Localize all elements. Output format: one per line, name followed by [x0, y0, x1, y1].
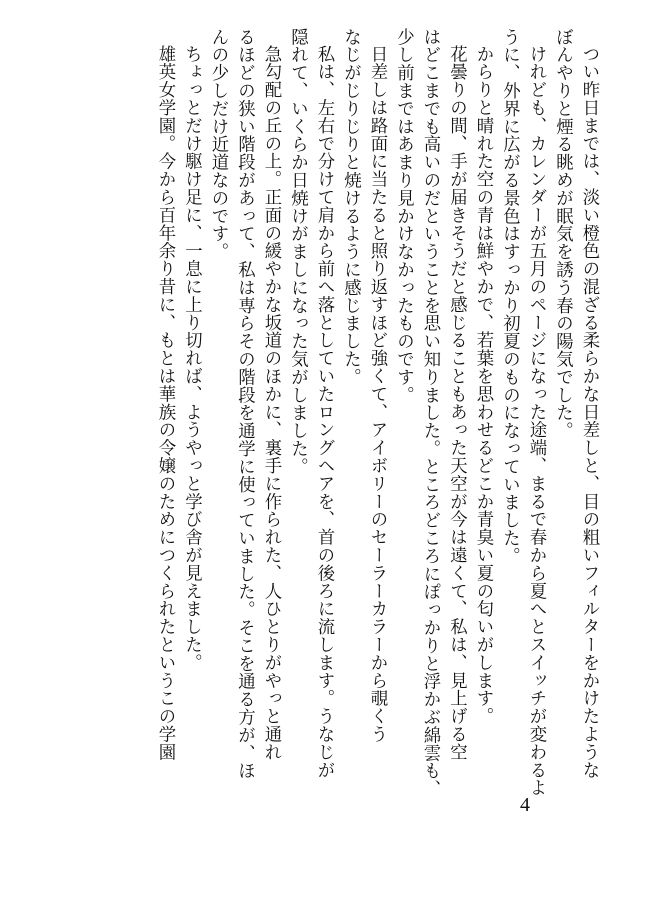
text-line-10: なじがじりじりと焼けるように感じました。	[340, 28, 361, 386]
text-line-9: 日差しは路面に当たると照り返すほど強くて、アイボリーのセーラーカラーから覗くう	[367, 45, 387, 744]
text-line-5: からりと晴れた空の青は鮮やかで、若葉を思わせるどこか青臭い夏の匂いがします。	[473, 45, 493, 726]
text-line-6: 花曇りの間、手が届きそうだと感じることもあった天空が今は遠くて、私は、見上げる空	[446, 45, 467, 762]
text-line-12: 隠れて、いくらか日焼けがましになった気がしました。	[287, 28, 308, 476]
text-line-16: ちょっとだけ駆け足に、一息に上り切れば、ようやっと学び舎が見えました。	[181, 45, 202, 672]
text-line-7: はどこまでも高いのだということを思い知りました。ところどころにぽっかりと浮かぶ綿雲も、	[420, 28, 440, 798]
text-line-15: んの少しだけ近道なのです。	[208, 28, 228, 261]
text-line-3: けれども、カレンダーが五月のページになった途端、まるで春から夏へとスイッチが変わるよ	[526, 45, 546, 798]
text-line-13: 急勾配の丘の上。正面の緩やかな坂道のほかに、裏手に作られた、人ひとりがやっと通れ	[261, 45, 281, 762]
page-number: 4	[520, 794, 530, 816]
text-line-17: 雄英女学園。今から百年余り昔に、もとは華族の令嬢のためにつくられたというこの学園	[155, 45, 175, 762]
text-line-8: 少し前まではあまり見かけなかったものです。	[393, 28, 414, 404]
text-line-1: つい昨日までは、淡い橙色の混ざる柔らかな日差しと、目の粗いフィルターをかけたような	[579, 45, 599, 780]
text-line-4: うに、外界に広がる景色はすっかり初夏のものになっていました。	[499, 28, 520, 565]
text-line-11: 私は、左右で分けて肩から前へ落としていたロングヘアを、首の後ろに流します。うなじが	[314, 45, 334, 780]
text-line-2: ぼんやりと煙る眺めが眠気を誘う春の陽気でした。	[552, 28, 573, 440]
vertical-text-body	[152, 28, 603, 798]
text-line-14: るほどの狭い階段があって、私は専らその階段を通学に使っていました。そこを通る方が、ほ	[234, 28, 255, 780]
